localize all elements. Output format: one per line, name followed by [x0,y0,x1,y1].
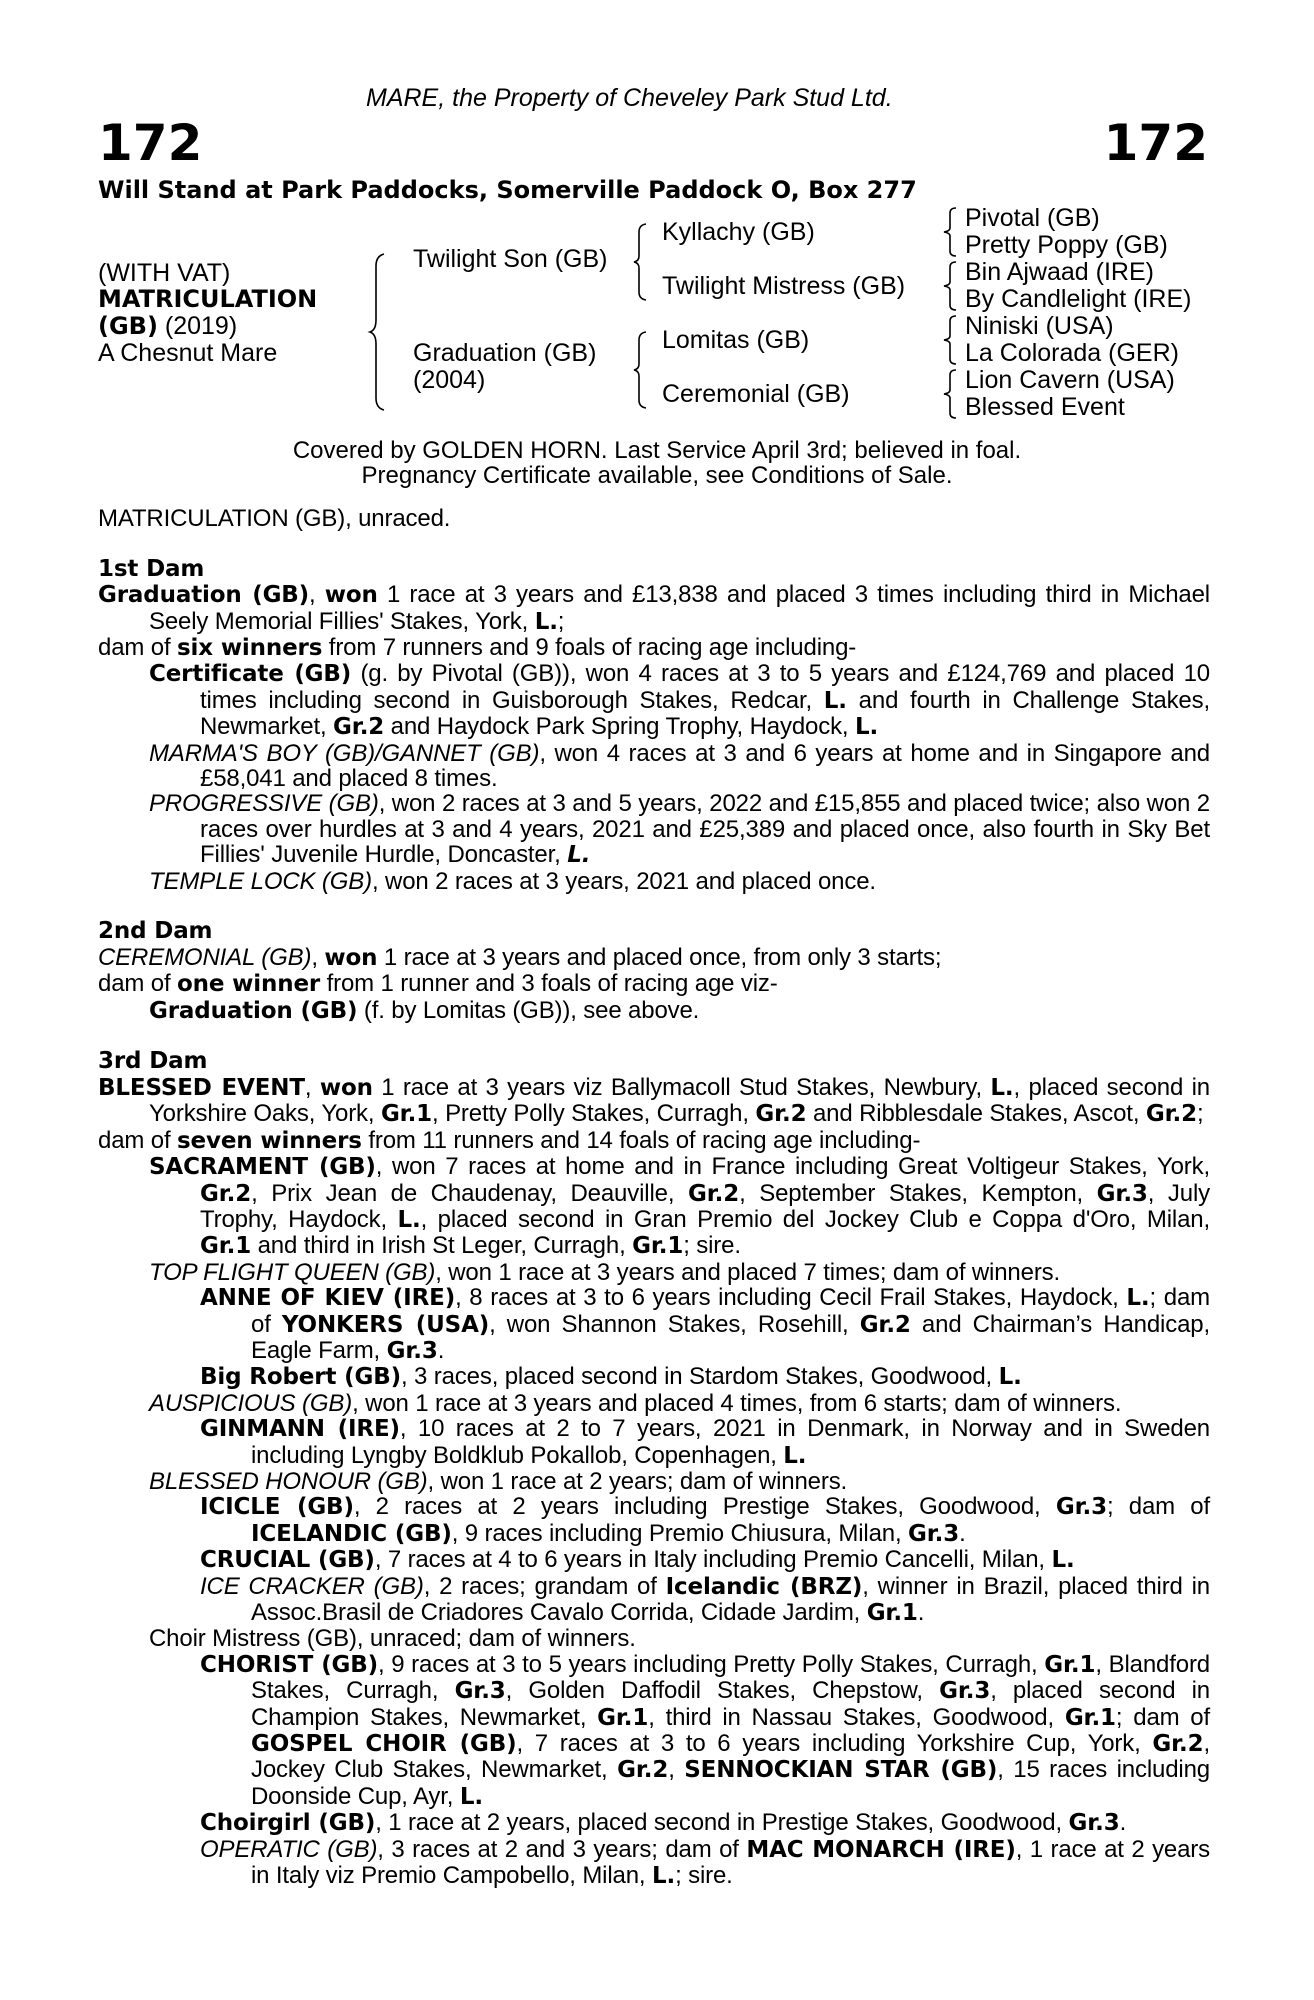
produce-chorist: CHORIST (GB), 9 races at 3 to 5 years including Pretty Polly Stakes, Curragh, Gr.1, Blandford Stakes, Curragh, Gr.3, Golden Daffodil Stakes, Chepstow, Gr.3, placed second in Champion Stakes, Newmarket, Gr.1, third in Nassau Stakes, Goodwood, Gr.1; dam of GOSPEL CHOIR (GB), 7 races at 3 to 6 years including Yorkshire Cup, York, Gr.2, Jockey Club Stakes, Newmarket, Gr.2, SENNOCKIAN STAR (GB), 15 races including Doonside Cup, Ayr, L. [200,1650,1211,1810]
produce-graduation: Graduation (GB) (f. by Lomitas (GB)), see above. [149,996,700,1024]
produce-temple-lock: TEMPLE LOCK (GB), won 2 races at 3 years, 2021 and placed once. [149,867,876,895]
third-dam-para: BLESSED EVENT, won 1 race at 3 years viz Ballymacoll Stud Stakes, Newbury, L., placed second in Yorkshire Oaks, York, Gr.1, Pretty Polly Stakes, Curragh, Gr.2 and Ribblesdale Stakes, Ascot, Gr.2; [98,1073,1210,1128]
horse-auspicious: AUSPICIOUS (GB) [149,1389,353,1417]
horse-icicle: ICICLE (GB) [200,1494,354,1521]
produce-blessed-honour: BLESSED HONOUR (GB), won 1 race at 2 years; dam of winners. [149,1467,848,1495]
gen4-lion-cavern: Lion Cavern (USA) [965,366,1175,394]
dam-text: 1 race at 3 years and £13,838 and placed 3 times including third in Michael Seely Memorial Fillies' Stakes, York, [149,581,1210,635]
gen4-brace-3 [944,315,958,365]
produce-top-flight-queen: TOP FLIGHT QUEEN (GB), won 1 race at 3 years and placed 7 times; dam of winners. [149,1258,1061,1286]
produce-operatic: OPERATIC (GB), 3 races at 2 and 3 years; dam of MAC MONARCH (IRE), 1 race at 2 years in Italy viz Premio Campobello, Milan, L.; sire. [200,1835,1211,1890]
produce-auspicious: AUSPICIOUS (GB), won 1 race at 3 years and placed 4 times, from 6 starts; dam of winners. [149,1389,1122,1417]
horse-name: MATRICULATION [98,285,318,313]
dam-name-ceremonial: CEREMONIAL (GB) [98,943,312,971]
second-dam-para: CEREMONIAL (GB), won 1 race at 3 years and placed once, from only 3 starts; [98,943,942,971]
horse-chorist: CHORIST (GB) [200,1651,379,1678]
horse-country: (GB) [98,312,158,340]
second-dam-produce: dam of one winner from 1 runner and 3 foals of racing age viz- [98,970,778,998]
third-dam-heading: 3rd Dam [98,1048,208,1075]
horse-mac-monarch: MAC MONARCH (IRE) [746,1836,1016,1863]
horse-progressive: PROGRESSIVE (GB) [149,790,379,818]
lot-number-right: 172 [1103,114,1208,172]
dam-name: Graduation (GB) [413,339,597,367]
horse-vat: (WITH VAT) [98,259,231,287]
sire-name: Twilight Son (GB) [413,245,608,273]
horse-marmas-boy: MARMA'S BOY (GB)/GANNET (GB) [149,739,540,767]
gen4-brace-1 [944,207,958,257]
gen4-blessed-event: Blessed Event [965,393,1125,421]
horse-description: A Chesnut Mare [98,339,278,367]
produce-marmas-boy: MARMA'S BOY (GB)/GANNET (GB), won 4 races at 3 and 6 years at home and in Singapore and £58,041 and placed 8 times. [149,739,1210,793]
first-dam-para: Graduation (GB), won 1 race at 3 years and £13,838 and placed 3 times including third in Michael Seely Memorial Fillies' Stakes, York, L.; [98,581,1210,635]
covered-line-1: Covered by GOLDEN HORN. Last Service April 3rd; believed in foal. [292,437,1022,464]
horse-icelandic-gb: ICELANDIC (GB) [251,1520,452,1547]
gen4-bin-ajwaad: Bin Ajwaad (IRE) [965,258,1154,286]
horse-sennockian-star: SENNOCKIAN STAR (GB) [684,1757,998,1784]
horse-big-robert: Big Robert (GB) [200,1364,401,1391]
horse-gospel-choir: GOSPEL CHOIR (GB) [251,1731,517,1758]
horse-ginmann: GINMANN (IRE) [200,1416,400,1443]
semicolon: ; [557,607,565,635]
produce-sacrament: SACRAMENT (GB), won 7 races at home and in France including Great Voltigeur Stakes, York, Gr.2, Prix Jean de Chaudenay, Deauville, Gr.2, September Stakes, Kempton, Gr.3, July Trophy, Haydock, L., placed second in Gran Premio del Jockey Club e Coppa d'Oro, Milan, Gr.1 and third in Irish St Leger, Curragh, Gr.1; sire. [149,1153,1210,1260]
produce-crucial: CRUCIAL (GB), 7 races at 4 to 6 years in Italy including Premio Cancelli, Milan, L. [200,1546,1075,1574]
gen4-la-colorada: La Colorada (GER) [965,339,1179,367]
dam-brace [634,330,648,410]
horse-crucial: CRUCIAL (GB) [200,1547,375,1574]
lot-number-left: 172 [98,114,203,172]
text-body [98,506,1210,1889]
horse-year: (2019) [164,312,238,340]
won-word: won [324,582,378,609]
first-dam-produce [98,635,1210,661]
produce-certificate: Certificate (GB) (g. by Pivotal (GB)), won 4 races at 3 to 5 years and £124,769 and placed 10 times including second in Guisborough Stakes, Redcar, L. and fourth in Challenge Stakes, Newmarket, Gr.2 and Haydock Park Spring Trophy, Haydock, L. [149,660,1210,741]
covered-line-2: Pregnancy Certificate available, see Conditions of Sale. [361,462,953,489]
from-text: from 7 runners and 9 foals of racing age including- [322,634,857,662]
gen4-niniski: Niniski (USA) [965,312,1114,340]
horse-icelandic-brz: Icelandic (BRZ) [665,1573,863,1600]
dam-sire: Lomitas (GB) [662,326,810,354]
produce-choir-mistress: Choir Mistress (GB), unraced; dam of winners. [149,1625,636,1653]
horse-country-year [98,314,237,339]
produce-progressive: PROGRESSIVE (GB), won 2 races at 3 and 5 years, 2022 and £15,855 and placed twice; also won 2 races over hurdles at 3 and 4 years, 2021 and £25,389 and placed once, also fourth in Sky Bet Fillies' Juvenile Hurdle, Doncaster, L. [149,790,1210,869]
produce-ice-cracker: ICE CRACKER (GB), 2 races; grandam of Icelandic (BRZ), winner in Brazil, placed third in Assoc.Brasil de Criadores Cavalo Corrida, Cidade Jardim, Gr.1. [200,1572,1211,1627]
horse-certificate: Certificate (GB) [149,661,352,688]
gen4-by-candlelight: By Candlelight (IRE) [965,285,1192,313]
horse-top-flight-queen: TOP FLIGHT QUEEN (GB) [149,1258,436,1286]
produce-anne-of-kiev: ANNE OF KIEV (IRE), 8 races at 3 to 6 years including Cecil Frail Stakes, Haydock, L.; dam of YONKERS (USA), won Shannon Stakes, Rosehill, Gr.2 and Chairman’s Handicap, Eagle Farm, Gr.3. [200,1284,1210,1364]
unraced-line: MATRICULATION (GB), unraced. [98,505,451,532]
produce-choirgirl: Choirgirl (GB), 1 race at 2 years, placed second in Prestige Stakes, Goodwood, Gr.3. [200,1809,1127,1837]
horse-anne-of-kiev: ANNE OF KIEV (IRE) [200,1285,456,1312]
stand-line: Will Stand at Park Paddocks, Somerville Paddock O, Box 277 [98,176,917,204]
dam-name-blessed-event: BLESSED EVENT [98,1074,305,1101]
horse-blessed-honour: BLESSED HONOUR (GB) [149,1467,428,1495]
gen4-brace-4 [944,369,958,419]
horse-operatic: OPERATIC (GB) [200,1835,378,1863]
sire-sire: Kyllachy (GB) [662,218,815,246]
dam-of: dam of [98,634,177,662]
produce-big-robert: Big Robert (GB), 3 races, placed second in Stardom Stakes, Goodwood, L. [200,1363,1022,1391]
horse-sacrament: SACRAMENT (GB) [149,1154,376,1181]
dam-dam: Ceremonial (GB) [662,380,850,408]
sire-brace [634,222,648,302]
produce-icicle: ICICLE (GB), 2 races at 2 years including Prestige Stakes, Goodwood, Gr.3; dam of ICELANDIC (GB), 9 races including Premio Chiusura, Milan, Gr.3. [200,1493,1211,1547]
first-dam-heading: 1st Dam [98,555,205,582]
dam-name-graduation: Graduation (GB) [98,582,310,609]
produce-ginmann: GINMANN (IRE), 10 races at 2 to 7 years, 2021 in Denmark, in Norway and in Sweden including Lyngby Boldklub Pokallob, Copenhagen, L. [200,1415,1210,1469]
dam-year: (2004) [413,366,486,394]
sire-dam: Twilight Mistress (GB) [662,272,906,300]
gen4-pretty-poppy: Pretty Poppy (GB) [965,231,1168,259]
horse-ice-cracker: ICE CRACKER (GB) [200,1572,424,1600]
gen4-pivotal: Pivotal (GB) [965,204,1100,232]
third-dam-produce: dam of seven winners from 11 runners and 14 foals of racing age including- [98,1126,921,1154]
main-brace [370,252,390,412]
horse-yonkers: YONKERS (USA) [281,1311,490,1338]
horse-temple-lock: TEMPLE LOCK (GB) [149,867,372,895]
property-line: MARE, the Property of Cheveley Park Stud Ltd. [366,84,893,112]
listed-mark: L. [534,608,558,635]
winners-count: six winners [177,635,323,662]
second-dam-heading: 2nd Dam [98,918,213,945]
gen4-brace-2 [944,261,958,311]
horse-choirgirl: Choirgirl (GB) [200,1810,376,1837]
horse-graduation: Graduation (GB) [149,997,358,1024]
